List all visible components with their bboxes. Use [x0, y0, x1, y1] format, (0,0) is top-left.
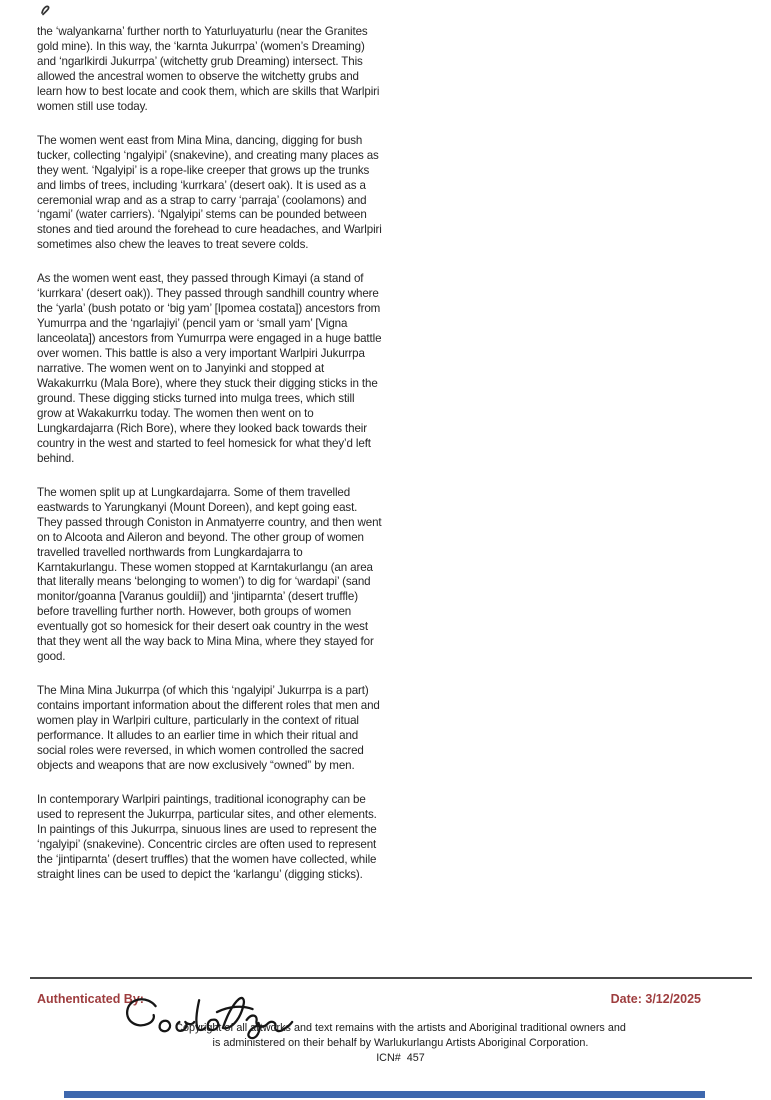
copyright-line-2: is administered on their behalf by Warlukurlangu Artists Aboriginal Corporation.: [212, 1037, 589, 1049]
paragraph: The women went east from Mina Mina, dancing, digging for bush tucker, collecting ‘ngalyipi’ (snakevine), and creating many places as they went. ‘Ngalyipi’ is a rope-like creeper that grows up the trunks and limbs of trees, including ‘kurrkara’ (desert oak). It is used as a ceremonial wrap and as a strap to carry ‘parraja’ (coolamons) and ‘ngami’ (water carriers). ‘Ngalyipi’ stems can be pounded between stones and tied around the forehead to cure headaches, and Warlpiri sometimes also chew the leaves to treat severe colds.: [37, 133, 382, 252]
paragraph: As the women went east, they passed through Kimayi (a stand of ‘kurrkara’ (desert oak)). They passed through sandhill country where the ‘yarla’ (bush potato or ‘big yam’ [Ipomea costata]) ancestors from Yumurrpa and the ‘ngarlajiyi’ (pencil yam or ‘small yam’ [Vigna lanceolata]) ancestors from Yumurrpa were engaged in a huge battle over women. This battle is also a very important Warlpiri Jukurrpa narrative. The women went on to Janyinki and stopped at Wakakurrku (Mala Bore), where they stuck their digging sticks in the ground. These digging sticks turned into mulga trees, which still grow at Wakakurrku today. The women then went on to Lungkardajarra (Rich Bore), where they looked back towards their country in the west and started to feel homesick for what they’d left behind.: [37, 272, 382, 465]
icn-number: ICN# 457: [376, 1052, 425, 1064]
authenticated-by-label: Authenticated By:: [37, 992, 144, 1006]
footer-accent-bar: [64, 1091, 705, 1098]
paragraph: the ‘walyankarna’ further north to Yaturluyaturlu (near the Granites gold mine). In this way, the ‘karnta Jukurrpa’ (women’s Dreaming) and ‘ngarlkirdi Jukurrpa’ (witchetty grub Dreaming) intersect. This allowed the ancestral women to observe the witchetty grubs and learn how to best locate and cook them, which are skills that Warlpiri women still use today.: [37, 25, 380, 113]
footer-divider: [30, 977, 752, 979]
copyright-block: [30, 1021, 771, 1066]
story-text: [37, 25, 382, 902]
copyright-line-1: Copyright of all artworks and text remains with the artists and Aboriginal traditional owners and: [175, 1022, 626, 1034]
paragraph: In contemporary Warlpiri paintings, traditional iconography can be used to represent the Jukurrpa, particular sites, and other elements. In paintings of this Jukurrpa, sinuous lines are used to represent the ‘ngalyipi’ (snakevine). Concentric circles are often used to represent the ‘jintiparnta’ (desert truffles) that the women have collected, while straight lines can be used to depict the ‘karlangu’ (digging sticks).: [37, 792, 377, 881]
date-label: Date: 3/12/2025: [610, 992, 701, 1006]
pen-flick-mark: [40, 4, 51, 17]
paragraph: The women split up at Lungkardajarra. Some of them travelled eastwards to Yarungkanyi (Mount Doreen), and kept going east. They passed through Coniston in Anmatyerre country, and then went on to Alcoota and Aileron and beyond. The other group of women travelled travelled northwards from Lungkardajarra to Karntakurlangu. These women stopped at Karntakurlangu (an area that literally means ‘belonging to women’) to dig for ‘wardapi’ (sand monitor/goanna [Varanus gouldii]) and ‘jintiparnta’ (desert truffle) before travelling further north. However, both groups of women eventually got so homesick for their desert oak country in the west that they went all the way back to Mina Mina, where they stayed for good.: [37, 485, 382, 664]
paragraph: The Mina Mina Jukurrpa (of which this ‘ngalyipi’ Jukurrpa is a part) contains important information about the different roles that men and women play in Warlpiri culture, particularly in the context of ritual performance. It alludes to an earlier time in which their ritual and social roles were reversed, in which women controlled the sacred objects and weapons that are now exclusively “owned” by men.: [37, 684, 380, 772]
